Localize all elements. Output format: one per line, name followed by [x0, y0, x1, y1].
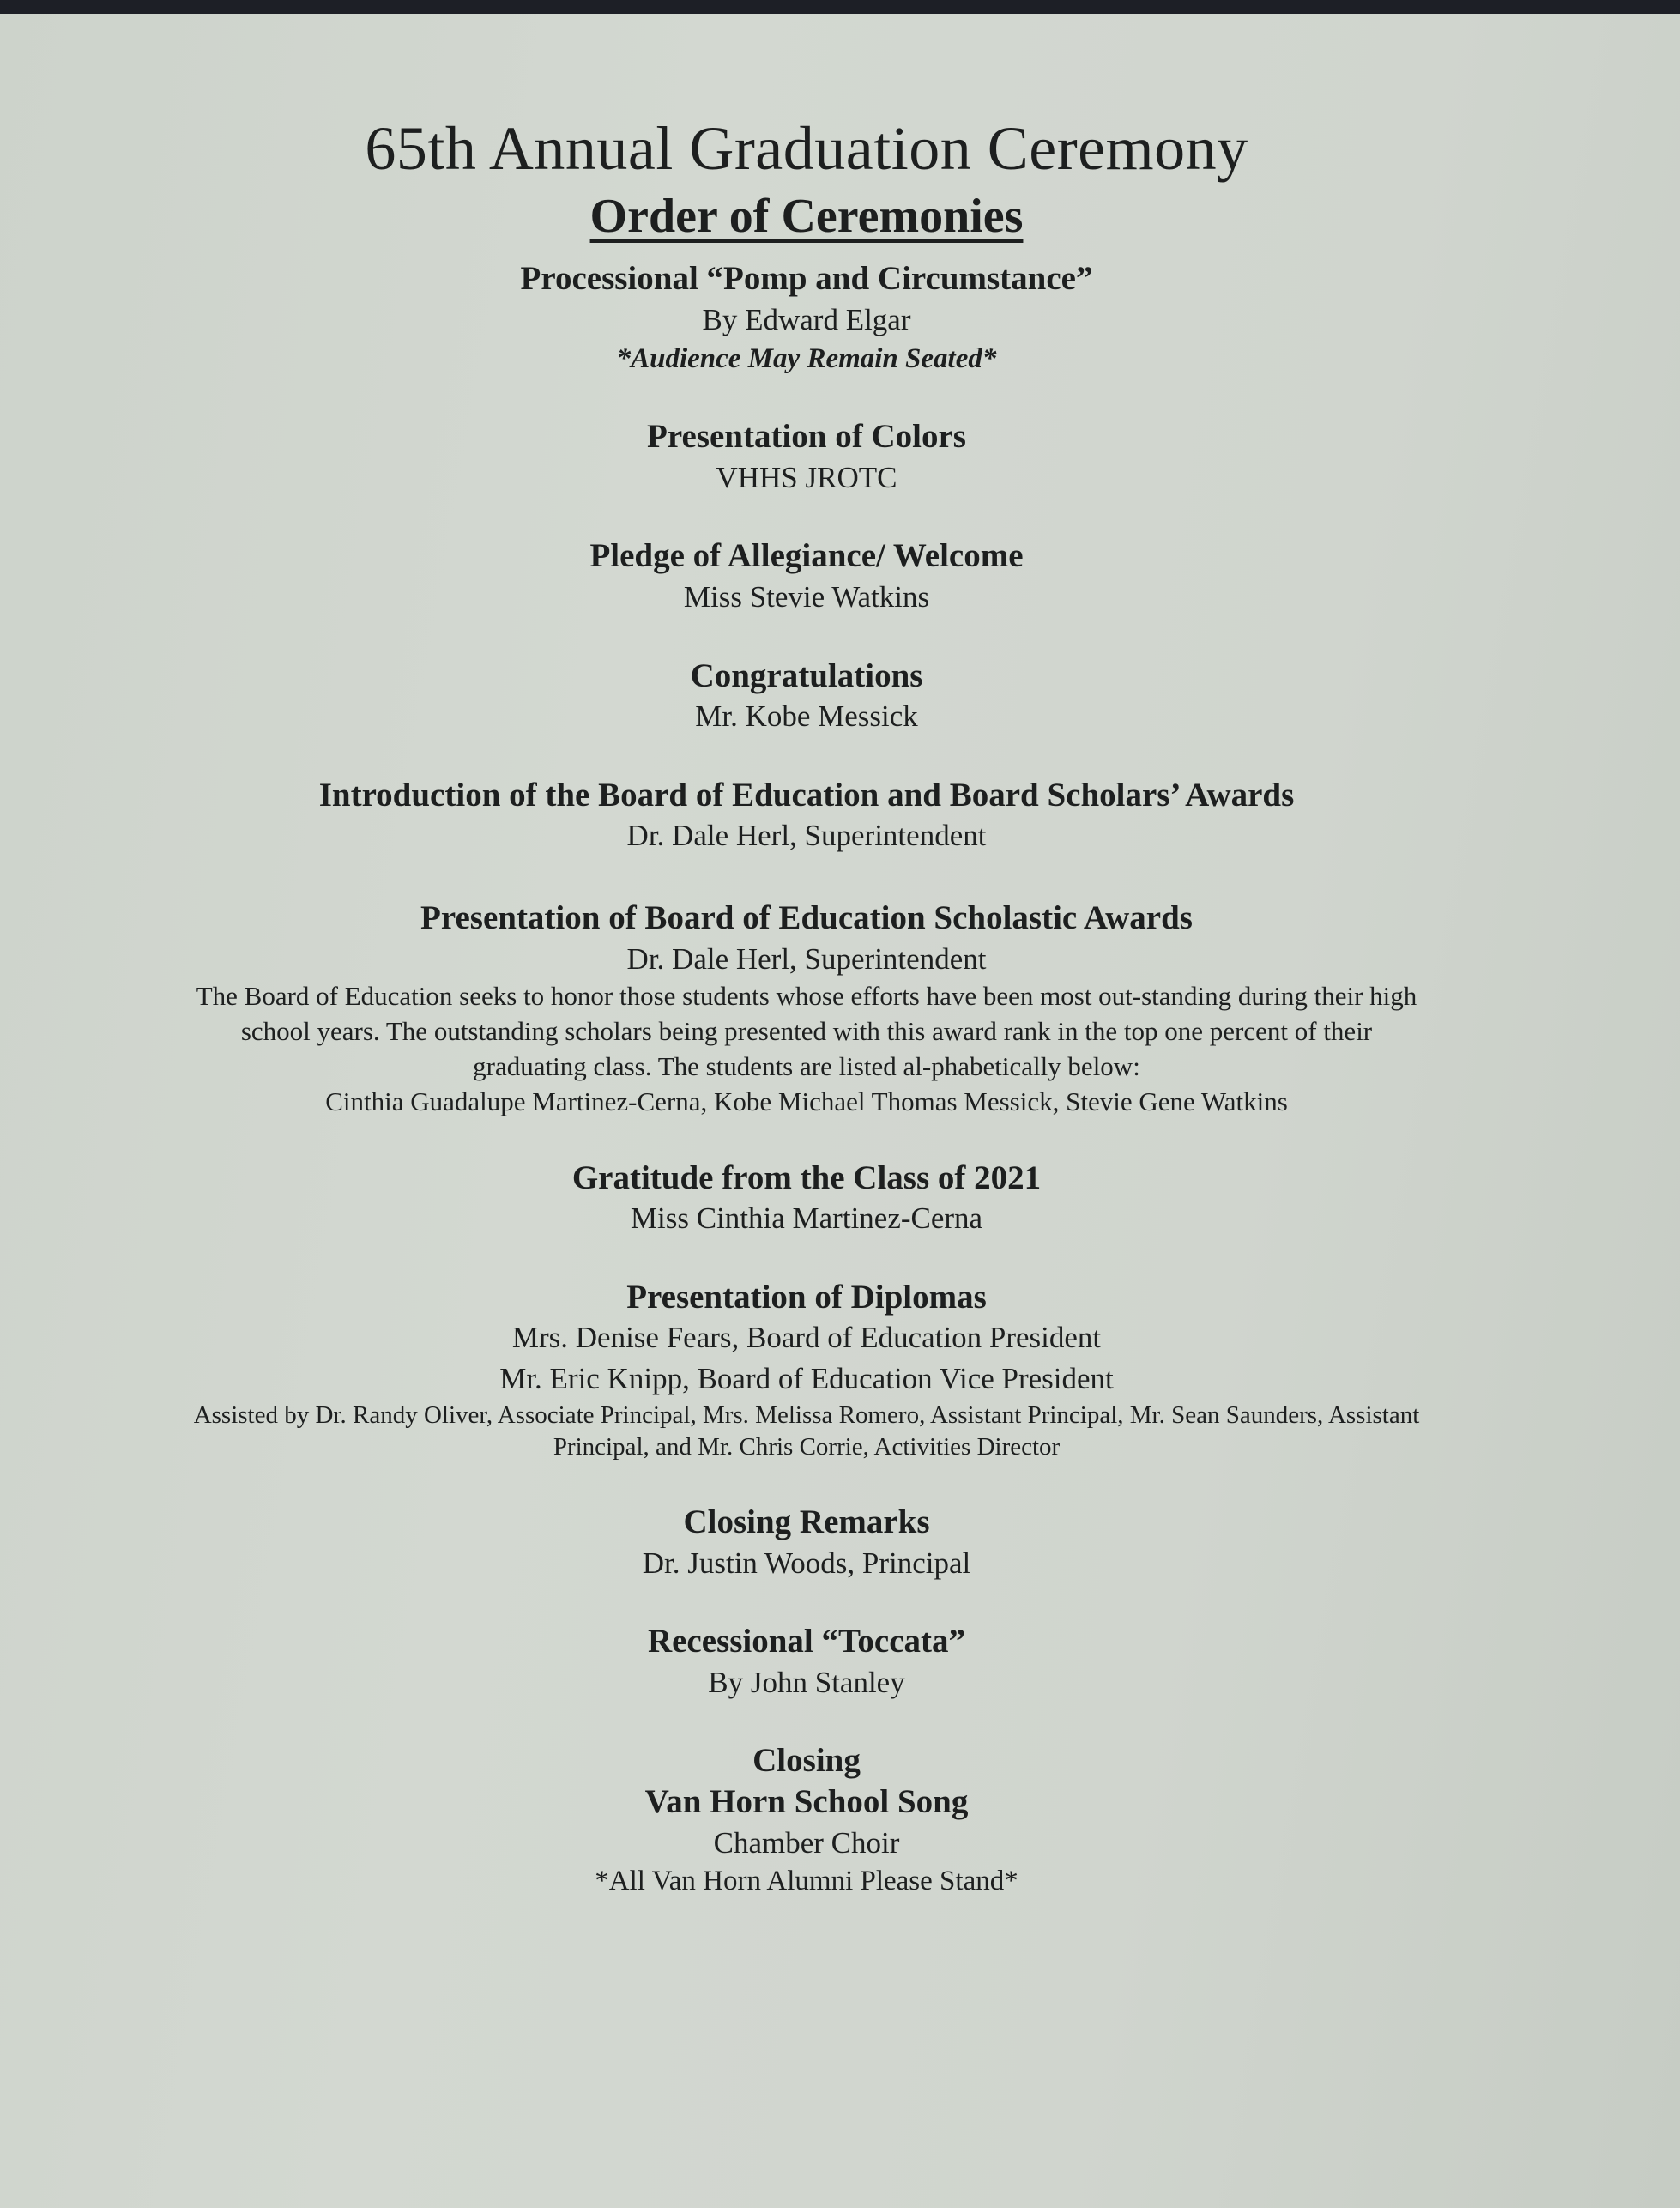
section-diplomas — [172, 1277, 1441, 1464]
section-detail: Miss Cinthia Martinez-Cerna — [630, 1201, 983, 1236]
section-heading: Closing — [752, 1742, 861, 1780]
section-heading: Pledge of Allegiance/ Welcome — [589, 537, 1024, 575]
section-heading: Introduction of the Board of Education and Board Scholars’ Awards — [318, 776, 1295, 814]
section-detail: By Edward Elgar — [702, 302, 911, 336]
section-heading: Presentation of Board of Education Scholastic Awards — [420, 898, 1193, 936]
section-heading: Presentation of Diplomas — [626, 1278, 987, 1316]
section-heading-2: Van Horn School Song — [644, 1782, 969, 1820]
section-heading: Congratulations — [690, 656, 923, 694]
program-content — [172, 114, 1441, 1938]
order-of-ceremonies-heading: Order of Ceremonies — [589, 189, 1024, 243]
section-detail: Mr. Kobe Messick — [695, 699, 918, 734]
section-processional — [172, 258, 1441, 378]
diplomas-assistants: Assisted by Dr. Randy Oliver, Associate Principal, Mrs. Melissa Romero, Assistant Principal, Mr. Sean Saunders, Assistant Principal, and Mr. Chris Corrie, Activities Director — [193, 1400, 1420, 1461]
scan-top-edge — [0, 0, 1680, 14]
ceremony-title: 65th Annual Graduation Ceremony — [365, 114, 1248, 183]
section-scholastic-awards — [172, 898, 1441, 1120]
section-pledge-welcome — [172, 535, 1441, 617]
program-page — [0, 14, 1680, 2208]
section-detail: By John Stanley — [708, 1665, 905, 1699]
section-congratulations — [172, 656, 1441, 737]
section-note: *Audience May Remain Seated* — [616, 343, 997, 375]
section-closing — [172, 1740, 1441, 1900]
section-note: *All Van Horn Alumni Please Stand* — [595, 1866, 1018, 1897]
section-detail: Mrs. Denise Fears, Board of Education President — [511, 1321, 1102, 1355]
section-detail: Dr. Dale Herl, Superintendent — [626, 941, 987, 976]
award-recipients: Cinthia Guadalupe Martinez-Cerna, Kobe Michael Thomas Messick, Stevie Gene Watkins — [325, 1086, 1288, 1116]
section-presentation-of-colors — [172, 416, 1441, 498]
section-heading: Gratitude from the Class of 2021 — [571, 1158, 1042, 1196]
section-board-introduction — [172, 775, 1441, 856]
section-heading: Recessional “Toccata” — [647, 1623, 966, 1661]
section-detail: VHHS JROTC — [716, 460, 897, 494]
awards-description: The Board of Education seeks to honor those students whose efforts have been most out-standing during their high school years. The outstanding scholars being presented with this award rank in the top one percent of their graduating class. The students are listed al-phabetically below: — [196, 981, 1417, 1081]
section-gratitude — [172, 1158, 1441, 1239]
section-heading: Presentation of Colors — [647, 418, 966, 456]
section-detail: Dr. Justin Woods, Principal — [642, 1546, 971, 1580]
section-heading: Processional “Pomp and Circumstance” — [520, 260, 1093, 298]
section-detail-2: Mr. Eric Knipp, Board of Education Vice President — [499, 1362, 1114, 1396]
section-detail: Chamber Choir — [713, 1825, 900, 1860]
section-heading: Closing Remarks — [683, 1503, 930, 1541]
section-detail: Miss Stevie Watkins — [683, 579, 930, 614]
section-detail: Dr. Dale Herl, Superintendent — [626, 819, 987, 853]
section-recessional — [172, 1621, 1441, 1703]
section-closing-remarks — [172, 1502, 1441, 1583]
